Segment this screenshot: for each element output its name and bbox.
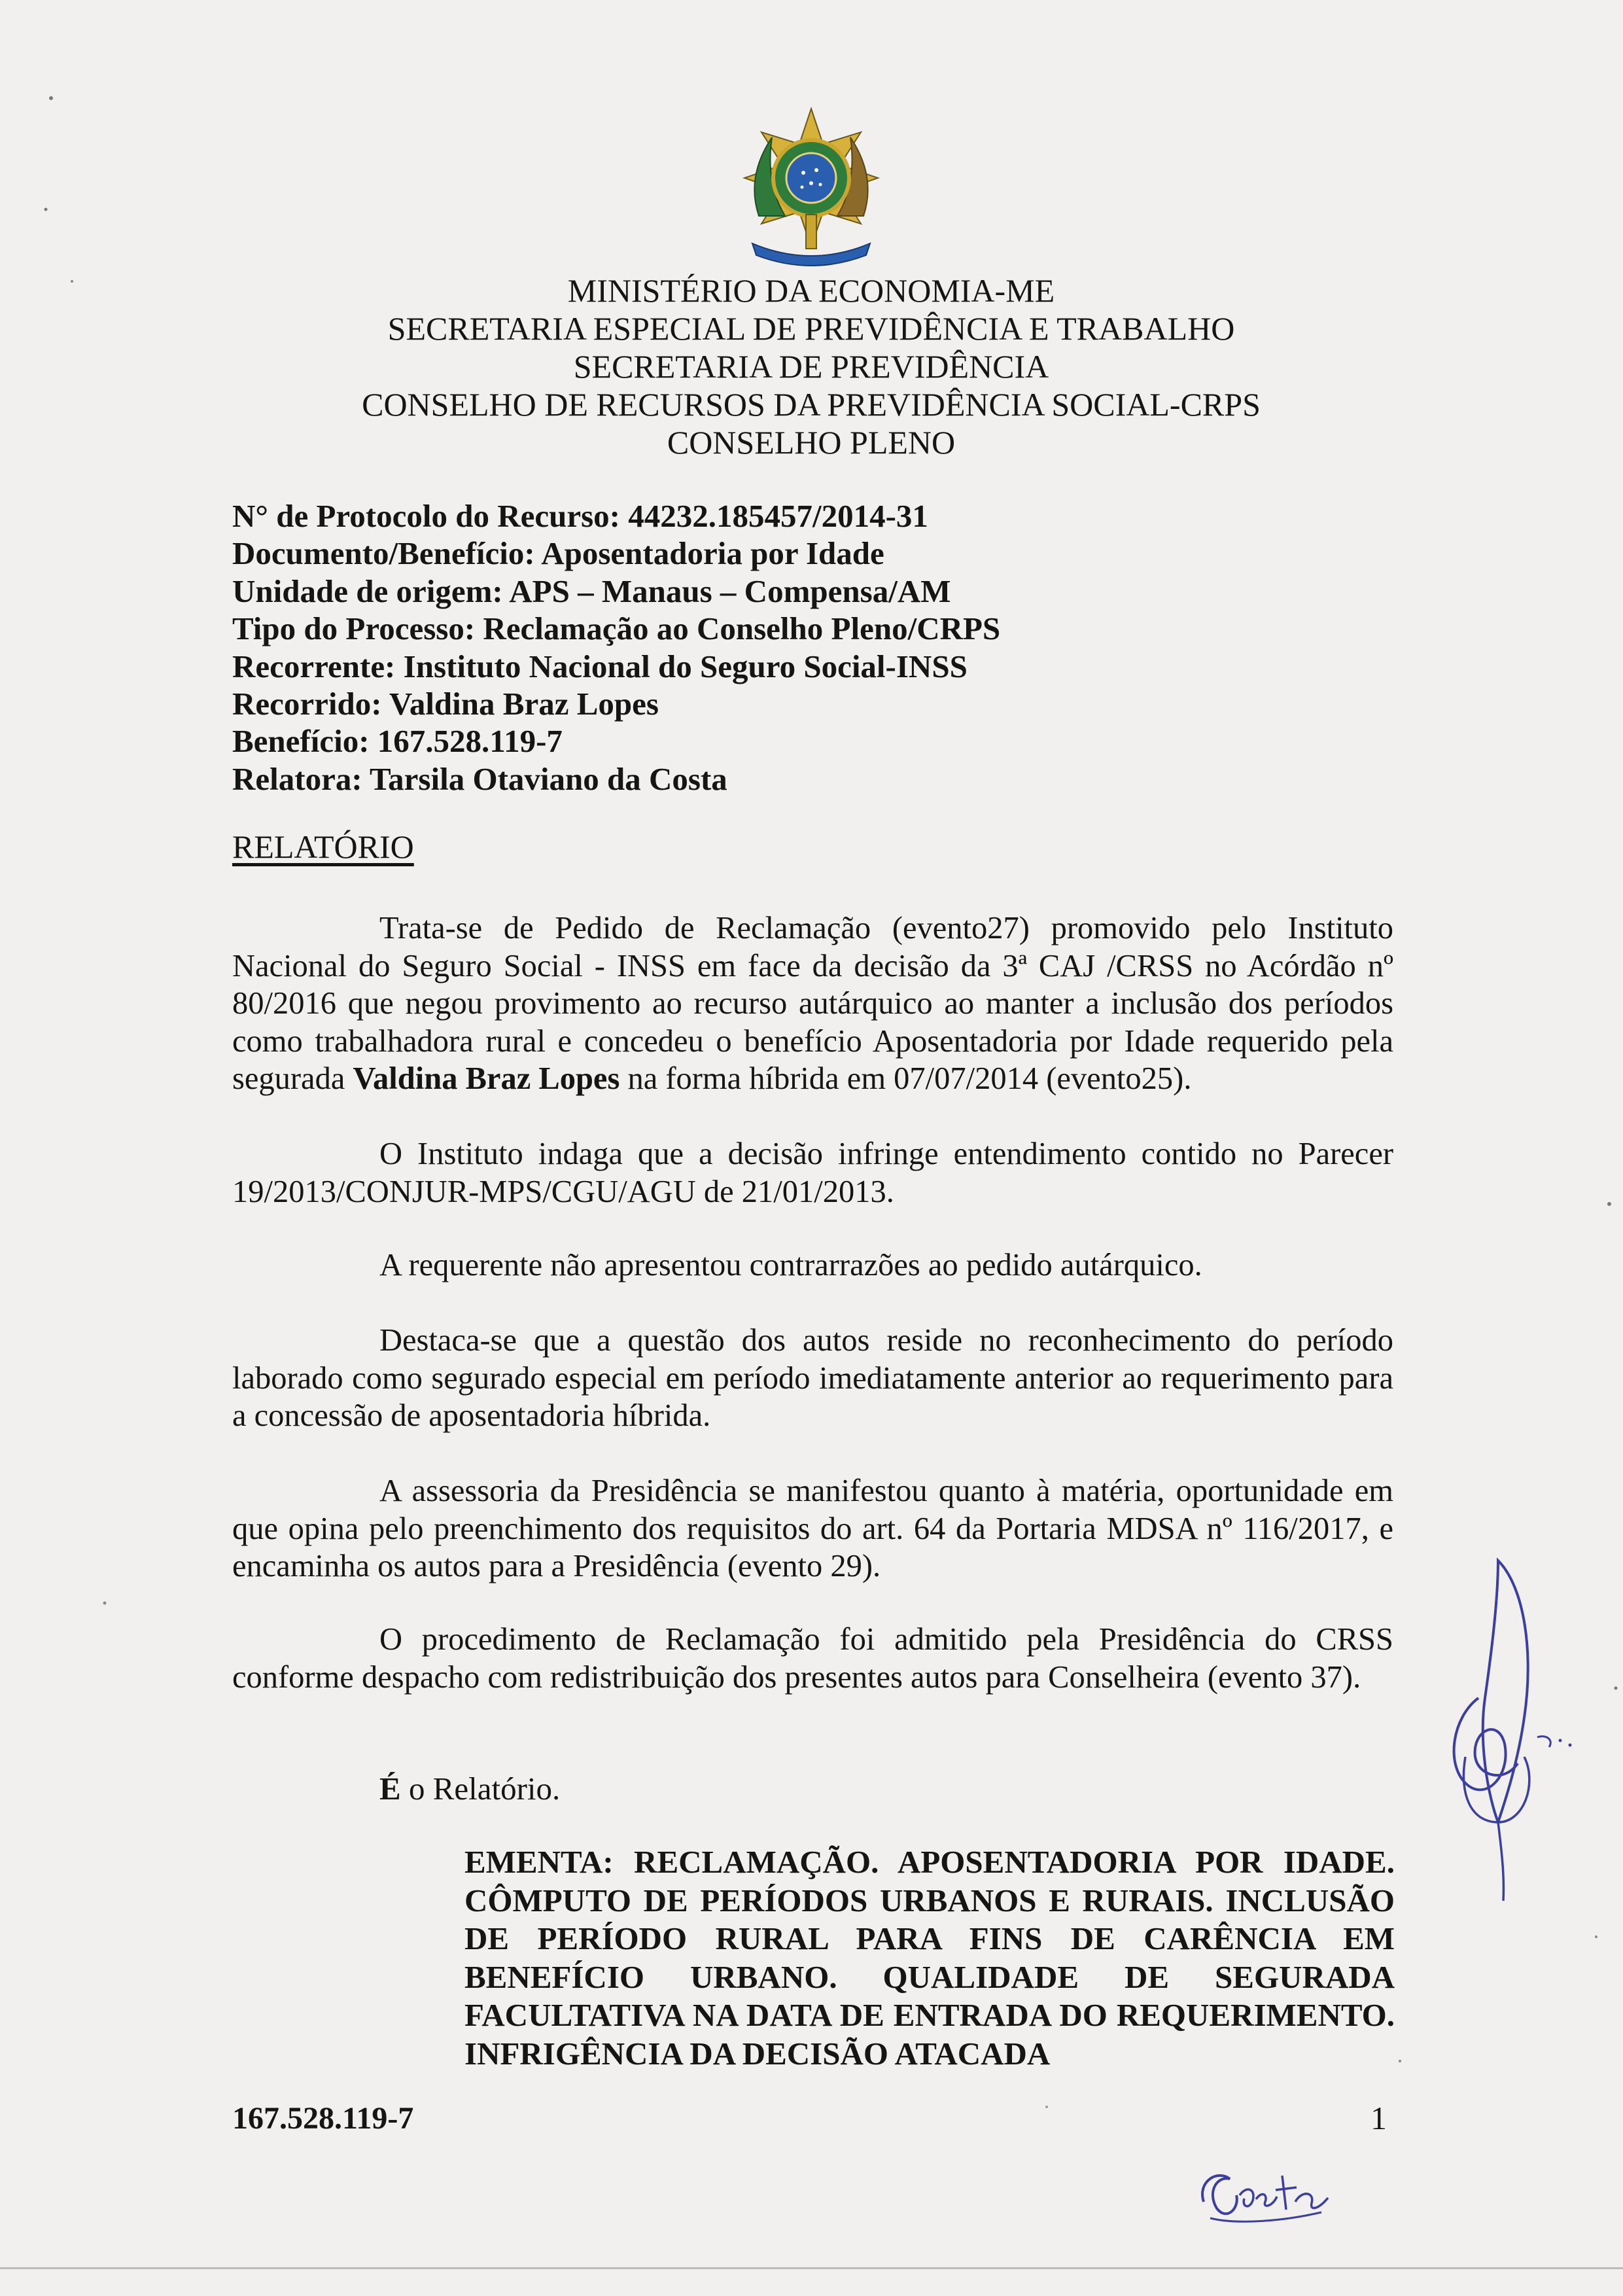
paragraph-3 xyxy=(232,1246,1393,1284)
closing-line xyxy=(379,1770,560,1807)
paragraph-2 xyxy=(232,1135,1393,1210)
paragraph-2-text: O Instituto indaga que a decisão infringe entendimento contido no Parecer 19/2013/CONJUR-MPS/CGU/AGU de 21/01/2013. xyxy=(232,1137,1393,1209)
header-line-ministry: MINISTÉRIO DA ECONOMIA-ME xyxy=(567,272,1055,309)
closing-initial: É xyxy=(379,1771,401,1807)
brazil-coat-of-arms-icon xyxy=(733,105,890,275)
institution-header xyxy=(196,272,1426,461)
meta-benefit: Benefício: 167.528.119-7 xyxy=(232,723,563,760)
paragraph-5 xyxy=(232,1472,1393,1585)
header-line-plenary: CONSELHO PLENO xyxy=(667,424,956,461)
header-line-council: CONSELHO DE RECURSOS DA PREVIDÊNCIA SOCIAL-CRPS xyxy=(362,386,1261,423)
paragraph-6-text: O procedimento de Reclamação foi admitido pela Presidência do CRSS conforme despacho com redistribuição dos presentes autos para Conselheira (evento 37). xyxy=(232,1622,1393,1695)
case-metadata xyxy=(232,497,1000,798)
meta-origin-unit: Unidade de origem: APS – Manaus – Compensa/AM xyxy=(232,573,951,609)
meta-appellant: Recorrente: Instituto Nacional do Seguro Social-INSS xyxy=(232,648,968,684)
paragraph-3-text: A requerente não apresentou contrarrazões ao pedido autárquico. xyxy=(379,1248,1202,1282)
meta-appellee: Recorrido: Valdina Braz Lopes xyxy=(232,686,659,722)
paragraph-4-text: Destaca-se que a questão dos autos reside no reconhecimento do período laborado como segurado especial em período imediatamente anterior ao requerimento para a concessão de aposentadoria híbrida. xyxy=(232,1323,1393,1433)
closing-text: o Relatório. xyxy=(400,1771,561,1807)
meta-protocol: N° de Protocolo do Recurso: 44232.185457/2014-31 xyxy=(232,498,928,534)
paragraph-1 xyxy=(232,910,1393,1098)
header-line-secretariat: SECRETARIA DE PREVIDÊNCIA xyxy=(573,348,1049,385)
ementa-block: EMENTA: RECLAMAÇÃO. APOSENTADORIA POR IDADE. CÔMPUTO DE PERÍODOS URBANOS E RURAIS. INCLUSÃO DE PERÍODO RURAL PARA FINS DE CARÊNCIA EM BENEFÍCIO URBANO. QUALIDADE DE SEGURADA FACULTATIVA NA DATA DE ENTRADA DO REQUERIMENTO. INFRIGÊNCIA DA DECISÃO ATACADA xyxy=(464,1844,1395,2072)
meta-document: Documento/Benefício: Aposentadoria por Idade xyxy=(232,535,884,572)
paragraph-1-text: Trata-se de Pedido de Reclamação (evento27) promovido pelo Instituto Nacional do Seguro Social - INSS em face da decisão da 3ª CAJ /CRSS no Acórdão nº 80/2016 que negou provimento ao recurso autárquico ao manter a inclusão dos períodos como trabalhadora rural e concedeu o benefício Aposentadoria por Idade requerido pela segurada xyxy=(232,911,1393,1096)
header-line-special-secretariat: SECRETARIA ESPECIAL DE PREVIDÊNCIA E TRABALHO xyxy=(387,310,1235,347)
footer-benefit-number: 167.528.119-7 xyxy=(232,2101,414,2136)
paragraph-5-text: A assessoria da Presidência se manifestou quanto à matéria, oportunidade em que opina pelo preenchimento dos requisitos do art. 64 da Portaria MDSA nº 116/2017, e encaminha os autos para a Presidência (evento 29). xyxy=(232,1474,1393,1583)
handwritten-initials-icon xyxy=(1191,2156,1341,2234)
meta-rapporteur: Relatora: Tarsila Otaviano da Costa xyxy=(232,760,727,797)
handwritten-signature-icon xyxy=(1426,1547,1583,1914)
page-number: 1 xyxy=(1370,2100,1387,2136)
insured-name: Valdina Braz Lopes xyxy=(353,1061,620,1096)
paragraph-4 xyxy=(232,1322,1393,1435)
scan-edge-line xyxy=(0,2267,1623,2269)
section-title: RELATÓRIO xyxy=(232,828,414,865)
meta-process-type: Tipo do Processo: Reclamação ao Conselho Pleno/CRPS xyxy=(232,610,1001,647)
paragraph-1-tail: na forma híbrida em 07/07/2014 (evento25). xyxy=(620,1061,1192,1096)
paragraph-6 xyxy=(232,1621,1393,1696)
